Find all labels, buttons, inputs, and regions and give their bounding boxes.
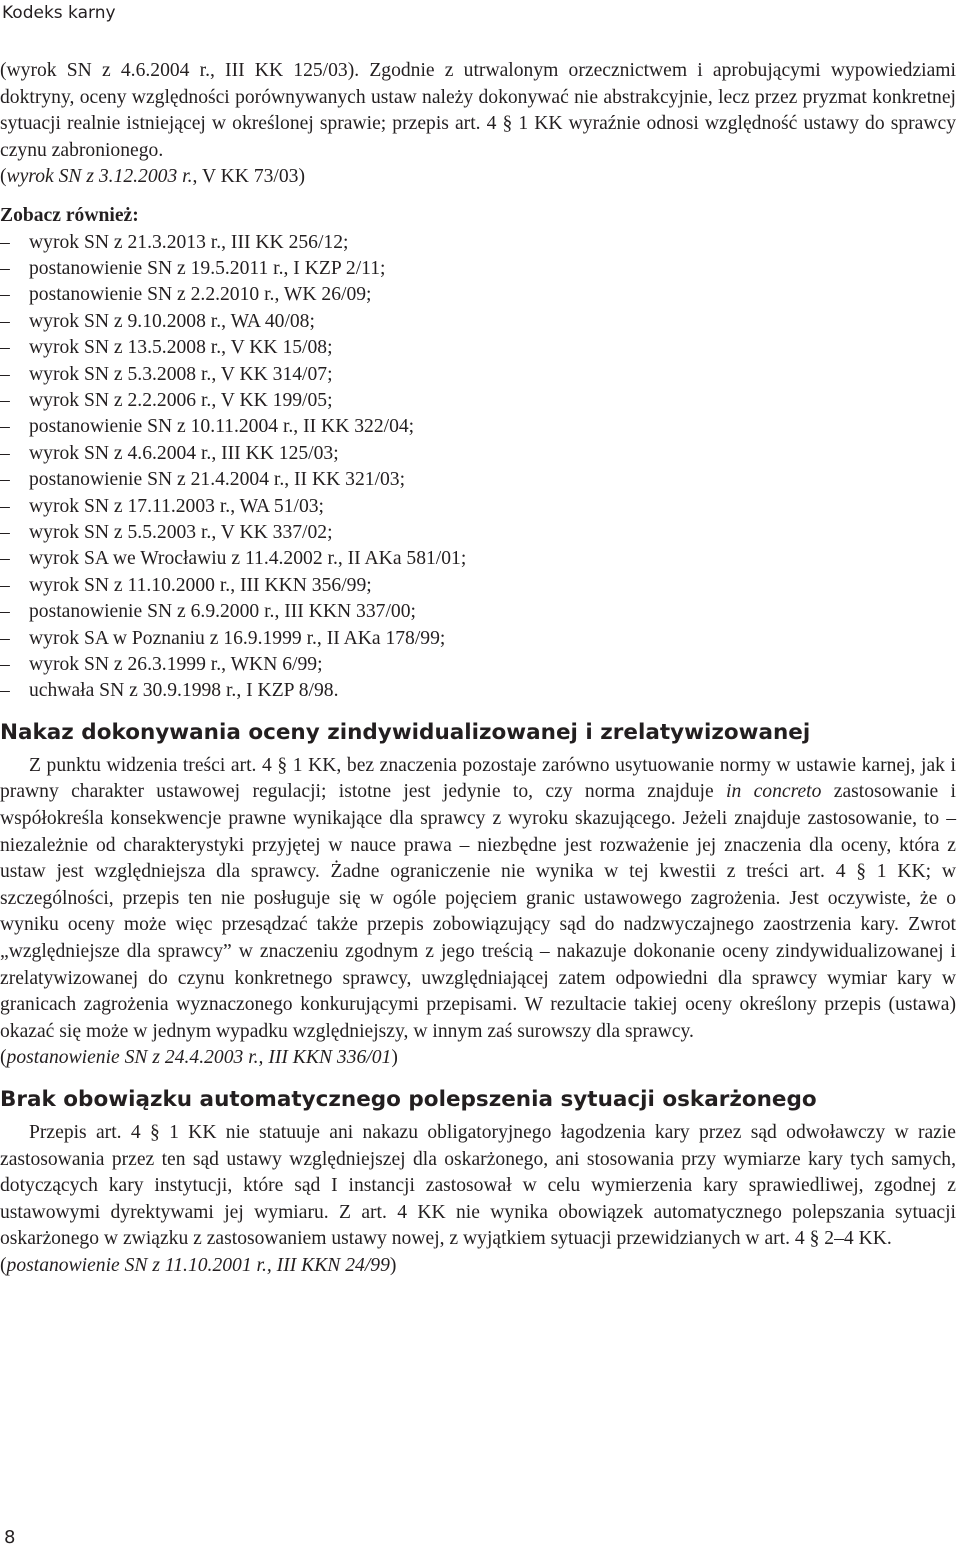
see-also-item: – wyrok SN z 5.3.2008 r., V KK 314/07; bbox=[0, 362, 956, 388]
citation-italic: postanowienie SN z 24.4.2003 r., III KKN 336/01 bbox=[6, 1047, 392, 1069]
see-also-item: – wyrok SN z 4.6.2004 r., III KK 125/03; bbox=[0, 441, 956, 467]
section-citation bbox=[0, 1253, 956, 1280]
see-also-item: – wyrok SA w Poznaniu z 16.9.1999 r., II AKa 178/99; bbox=[0, 626, 956, 652]
paragraph-italic-phrase: in concreto bbox=[726, 781, 822, 803]
intro-paragraph: (wyrok SN z 4.6.2004 r., III KK 125/03). Zgodnie z utrwalonym orzecznictwem i aprobującymi wypowiedziami doktryny, oceny względności porównywanych ustaw należy dokonywać nie abstrakcyjnie, lecz przez pryzmat konkretnej sytuacji realnie istniejącej w określonej sprawie; przepis art. 4 § 1 KK wyraźnie odnosi względność ustawy do sprawcy czynu zabronionego. bbox=[0, 60, 956, 161]
citation-close-paren: ) bbox=[391, 1047, 398, 1069]
intro-citation bbox=[0, 164, 956, 191]
page-number: 8 bbox=[4, 1527, 16, 1548]
citation-open-paren: ( bbox=[0, 1047, 7, 1069]
section-heading: Nakaz dokonywania oceny zindywidualizowanej i zrelatywizowanej bbox=[0, 719, 811, 745]
see-also-item: – postanowienie SN z 10.11.2004 r., II KK 322/04; bbox=[0, 414, 956, 440]
section-paragraph bbox=[0, 753, 956, 1046]
see-also-heading: Zobacz również: bbox=[0, 204, 139, 226]
page-body bbox=[0, 58, 956, 1280]
citation-close-paren: ) bbox=[389, 1254, 397, 1276]
see-also-item: – wyrok SN z 9.10.2008 r., WA 40/08; bbox=[0, 309, 956, 335]
citation-italic: postanowienie SN z 11.10.2001 r., III KKN 24/99 bbox=[6, 1254, 390, 1276]
running-head: Kodeks karny bbox=[2, 3, 116, 23]
see-also-item: – wyrok SN z 26.3.1999 r., WKN 6/99; bbox=[0, 652, 956, 678]
see-also-item: – wyrok SN z 2.2.2006 r., V KK 199/05; bbox=[0, 388, 956, 414]
section-paragraph: Przepis art. 4 § 1 KK nie statuuje ani nakazu obligatoryjnego łagodzenia kary przez sąd odwoławczy w razie zastosowania przez ten sąd ustawy względniejszej dla oskarżonego, ani stosowania przy wymiarze kary tych samych, dotyczących kary instytucji, które sąd I instancji zastosował w celu wymierzenia kary sprawiedliwej, zgodnej z ustawowymi dyrektywami jej wymiaru. Z art. 4 KK nie wynika obowiązek automatycznego polepszania sytuacji oskarżonego w związku z zastosowaniem ustawy nowej, z wyjątkiem sytuacji przewidzianych w art. 4 § 2–4 KK. bbox=[0, 1122, 956, 1250]
see-also-item: – uchwała SN z 30.9.1998 r., I KZP 8/98. bbox=[0, 678, 956, 704]
see-also-item: – wyrok SA we Wrocławiu z 11.4.2002 r., II AKa 581/01; bbox=[0, 546, 956, 572]
see-also-item: – postanowienie SN z 21.4.2004 r., II KK 321/03; bbox=[0, 467, 956, 493]
see-also-list bbox=[0, 230, 956, 705]
section-citation bbox=[0, 1045, 956, 1072]
see-also-item: – wyrok SN z 13.5.2008 r., V KK 15/08; bbox=[0, 335, 956, 361]
see-also-item: – postanowienie SN z 2.2.2010 r., WK 26/09; bbox=[0, 282, 956, 308]
citation-open-paren: ( bbox=[0, 1254, 7, 1276]
see-also-item: – wyrok SN z 17.11.2003 r., WA 51/03; bbox=[0, 494, 956, 520]
paragraph-text: zastosowanie i współokreśla konsekwencje prawne wynikające dla sprawcy z wyroku skazującego. Jeżeli znajduje zastosowanie, to – niezależnie od charakterystyki przyjętej w nauce prawa – niezbędne jest rozważenie jej znaczenia dla oceny, która z ustaw jest względniejsza dla sprawcy. Żadne ograniczenie nie wynika w tej kwestii z treści art. 4 § 1 KK; w szczególności, przepis ten nie posługuje się w ogóle pojęciem granic ustawowego zagrożenia. Jest oczywiste, że o wyniku oceny może więc przesądzać także przepis zobowiązujący sąd do nadzwyczajnego zaostrzenia kary. Zwrot „względniejsze dla sprawcy” w znaczeniu zgodnym z jego treścią – nakazuje dokonanie oceny zindywidualizowanej i zrelatywizowanej do czynu konkretnego sprawcy, uwzględniającej zatem odpowiedni dla sprawcy wymiar kary w granicach zagrożenia wyznaczonego konkurującymi przepisami. W rezultacie takiej oceny określony przepis (ustawa) okazać się może w jednym wypadku względniejszy, w innym zaś surowszy dla sprawcy. bbox=[0, 781, 956, 1042]
see-also-item: – postanowienie SN z 6.9.2000 r., III KKN 337/00; bbox=[0, 599, 956, 625]
citation-rest: , V KK 73/03 bbox=[192, 166, 299, 188]
citation-close-paren: ) bbox=[298, 166, 305, 188]
see-also-item: – wyrok SN z 21.3.2013 r., III KK 256/12; bbox=[0, 230, 956, 256]
see-also-item: – wyrok SN z 5.5.2003 r., V KK 337/02; bbox=[0, 520, 956, 546]
citation-italic: wyrok SN z 3.12.2003 r. bbox=[6, 166, 193, 188]
see-also-item: – wyrok SN z 11.10.2000 r., III KKN 356/99; bbox=[0, 573, 956, 599]
paragraph-text: Z punktu widzenia treści art. 4 § 1 KK, bez znaczenia pozostaje zarówno usytuowanie normy w ustawie karnej, jak i prawny charakter ustawowej regulacji; istotne jest jedynie to, czy norma znajduje bbox=[0, 754, 956, 803]
see-also-item: – postanowienie SN z 19.5.2011 r., I KZP 2/11; bbox=[0, 256, 956, 282]
section-heading: Brak obowiązku automatycznego polepszenia sytuacji oskarżonego bbox=[0, 1087, 817, 1112]
citation-open-paren: ( bbox=[0, 166, 7, 188]
